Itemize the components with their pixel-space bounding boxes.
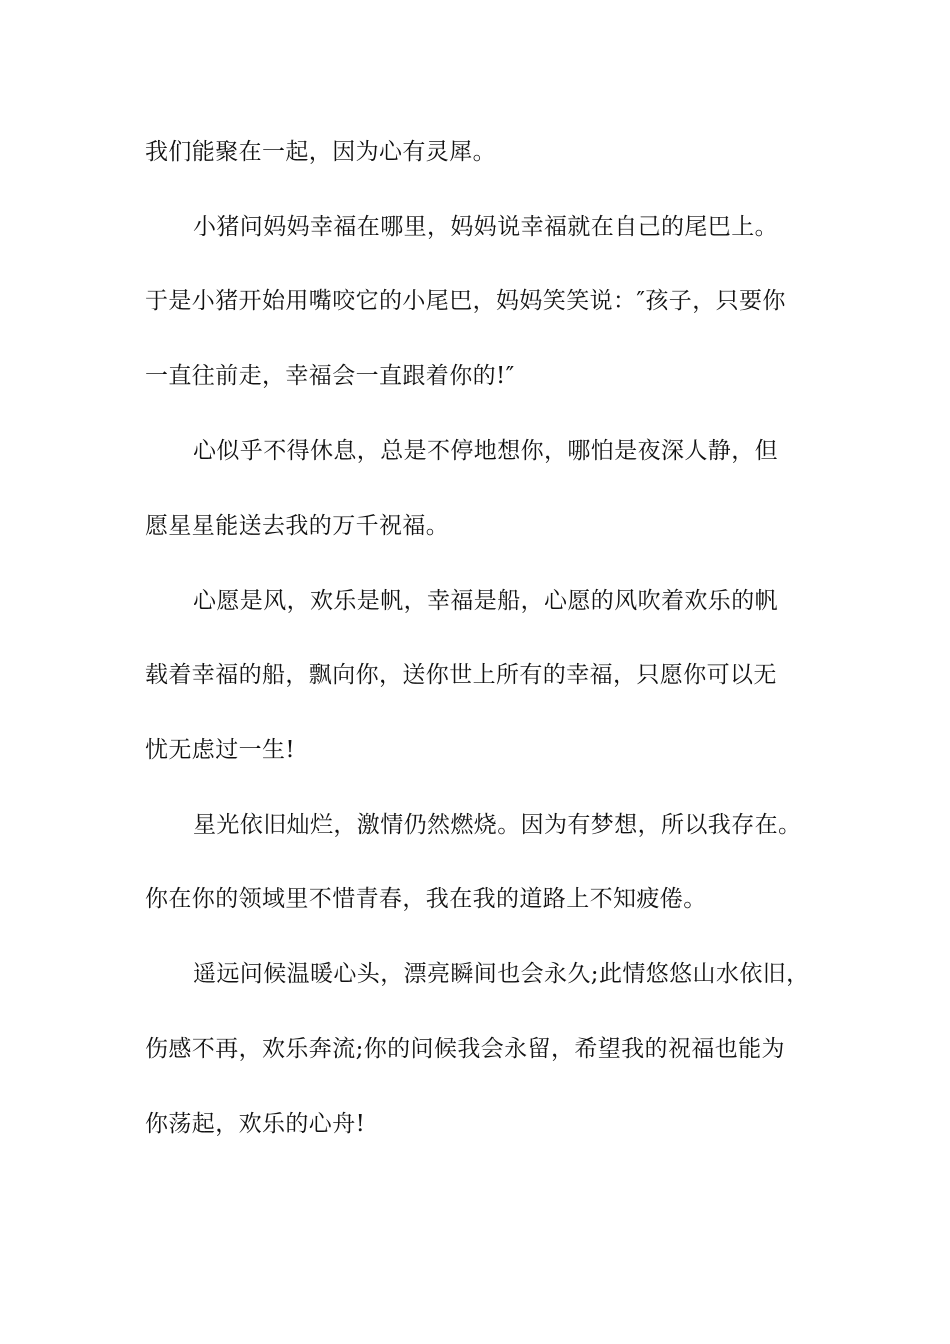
text-line: 伤感不再，欢乐奔流;你的问候我会永留，希望我的祝福也能为 [145, 1036, 785, 1062]
text-line: 载着幸福的船，飘向你，送你世上所有的幸福，只愿你可以无 [145, 662, 777, 688]
text-line: 你在你的领域里不惜青春，我在我的道路上不知疲倦。 [145, 886, 707, 912]
text-line: 一直往前走，幸福会一直跟着你的!″ [145, 363, 515, 389]
paragraph-start-line: 小猪问妈妈幸福在哪里，妈妈说幸福就在自己的尾巴上。 [193, 214, 778, 240]
text-line: 于是小猪开始用嘴咬它的小尾巴，妈妈笑笑说：″孩子，只要你 [145, 288, 786, 314]
paragraph-start-line: 心似乎不得休息，总是不停地想你，哪怕是夜深人静，但 [193, 438, 778, 464]
text-line: 愿星星能送去我的万千祝福。 [145, 513, 450, 539]
text-line: 忧无虑过一生! [145, 737, 296, 763]
paragraph-start-line: 星光依旧灿烂，激情仍然燃烧。因为有梦想，所以我存在。 [193, 812, 802, 838]
text-line: 你荡起，欢乐的心舟! [145, 1111, 366, 1137]
text-line: 我们能聚在一起，因为心有灵犀。 [145, 139, 496, 165]
paragraph-start-line: 心愿是风，欢乐是帆，幸福是船，心愿的风吹着欢乐的帆 [193, 588, 778, 614]
paragraph-start-line: 遥远问候温暖心头，漂亮瞬间也会永久;此情悠悠山水依旧， [193, 961, 810, 987]
